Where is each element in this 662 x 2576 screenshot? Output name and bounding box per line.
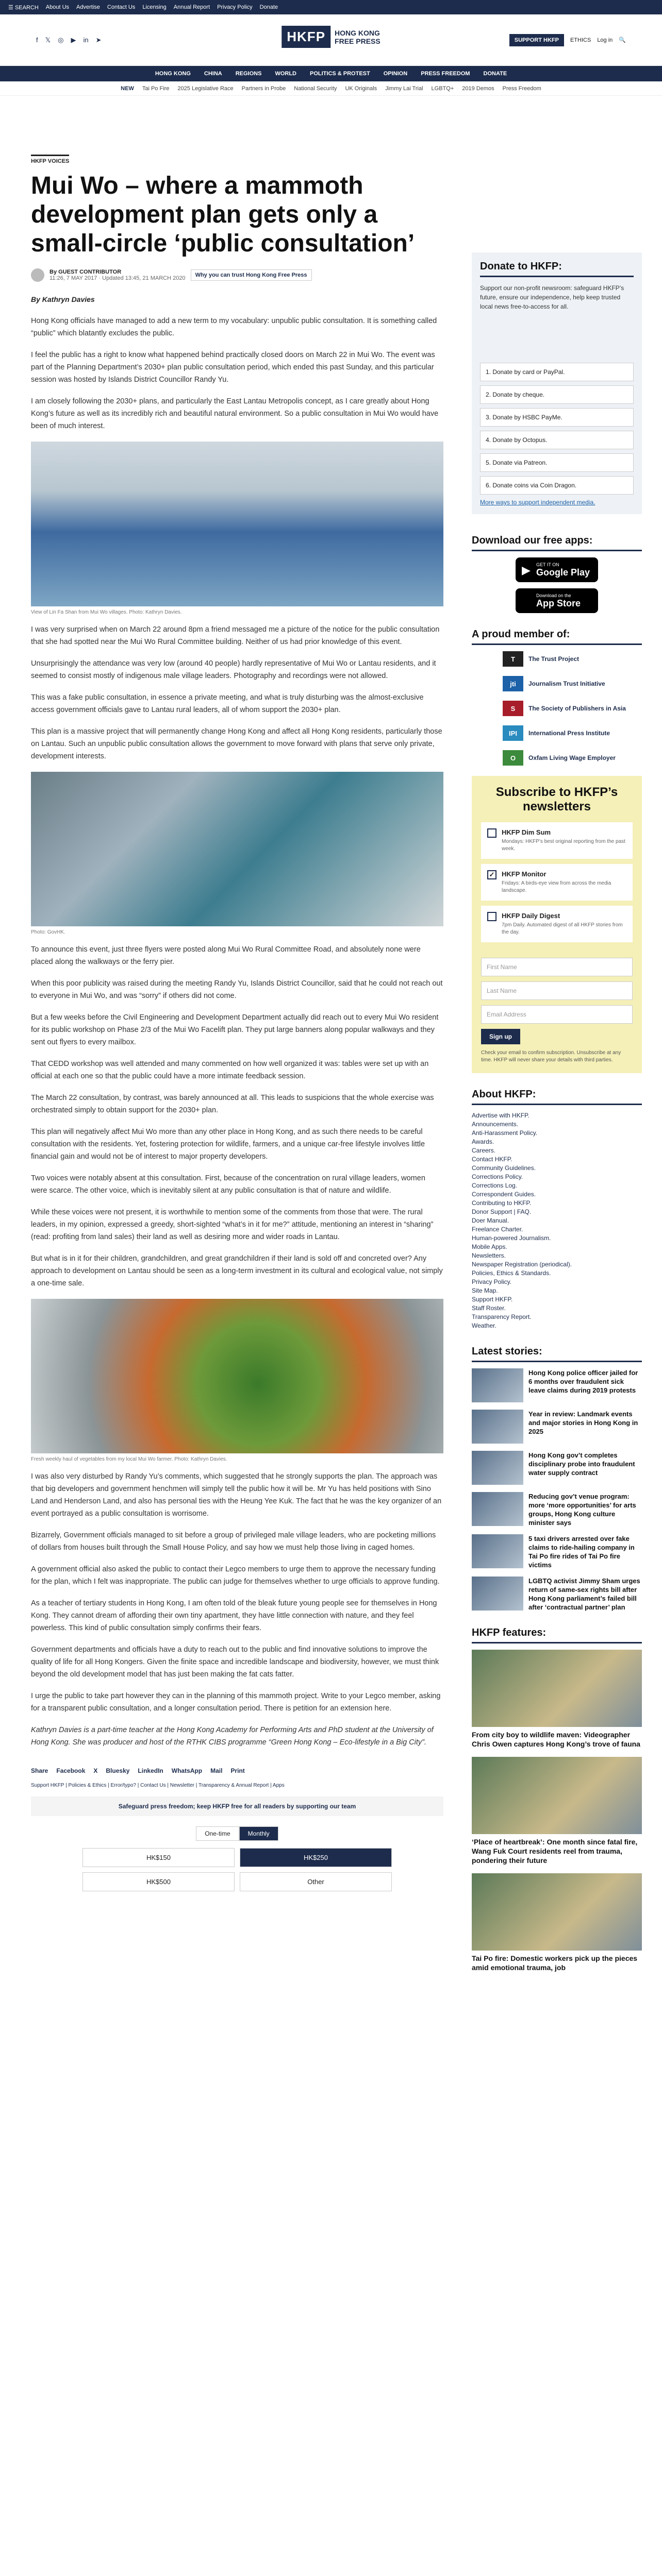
trending-item[interactable]: Jimmy Lai Trial xyxy=(385,85,423,92)
telegram-icon[interactable]: ➤ xyxy=(95,36,102,44)
login-link[interactable]: Log in xyxy=(597,37,613,43)
trust-badge[interactable]: Why you can trust Hong Kong Free Press xyxy=(191,269,312,281)
share-whatsapp[interactable]: WhatsApp xyxy=(171,1767,203,1774)
newsletter-option[interactable]: ✓ HKFP Monitor Fridays: A birds-eye view from across the media landscape. xyxy=(481,864,633,901)
share-linkedin[interactable]: LinkedIn xyxy=(138,1767,163,1774)
about-link[interactable]: Transparency Report. xyxy=(472,1313,532,1320)
partner-jti[interactable]: jti Journalism Trust Initiative xyxy=(503,676,642,691)
nav-item[interactable]: CHINA xyxy=(204,71,222,77)
donate-option[interactable]: 1. Donate by card or PayPal. xyxy=(480,363,634,381)
frequency-toggle xyxy=(31,1826,443,1841)
article-paragraph: The March 22 consultation, by contrast, was barely announced at all. This leads to suspicions that the whole exercise was orchestrated simply to obtain support for the 2030+ plan. xyxy=(31,1094,434,1114)
logo-mark: HKFP xyxy=(282,26,330,48)
latest-story[interactable] xyxy=(472,1577,642,1612)
instagram-icon[interactable]: ◎ xyxy=(58,36,64,44)
trending-item[interactable]: Press Freedom xyxy=(502,85,541,92)
amount-option[interactable]: HK$250 xyxy=(240,1848,392,1867)
story-thumbnail xyxy=(472,1492,523,1526)
about-link[interactable]: Newsletters. xyxy=(472,1252,506,1259)
article-paragraph: This plan is a massive project that will permanently change Hong Kong and affect all Hong Kong residents, particularly those on Lantau. Such an unpublic public consultation allows the government to move forward with plans that serve only private, development interests. xyxy=(31,727,442,760)
newsletter-title: Subscribe to HKFP’s newsletters xyxy=(495,785,618,814)
figure xyxy=(31,772,443,935)
article-paragraph: A government official also asked the public to contact their Legco members to urge them to approve the necessary funding for the plan, which I felt was inappropriate. The public can judge for themselves whether to urge officials to approve funding. xyxy=(31,1565,440,1586)
article-paragraph: This was a fake public consultation, in essence a private meeting, and what is truly disturbing was the almost-exclusive access government officials gave to Lantau rural leaders, all of whom support the 2030+ plan. xyxy=(31,693,424,714)
main-nav xyxy=(0,66,662,81)
share-bar xyxy=(31,1762,443,1774)
article-paragraph: This plan will negatively affect Mui Wo more than any other place in Hong Kong, and as such there needs to be careful consultation with the residents. Yet, fostering protection for wildlife, farmers, and a unique car-free lifestyle involves little financial gain and would not be of interest to major property developers. xyxy=(31,1128,425,1161)
about-link[interactable]: Policies, Ethics & Standards. xyxy=(472,1269,551,1277)
about-link[interactable]: Announcements. xyxy=(472,1121,519,1128)
topbar-link[interactable]: Annual Report xyxy=(173,4,210,10)
figure xyxy=(31,1299,443,1462)
topbar-link[interactable]: Privacy Policy xyxy=(217,4,253,10)
google-play-icon: ▶ xyxy=(522,564,531,577)
avatar xyxy=(31,268,44,282)
share-mail[interactable]: Mail xyxy=(210,1767,223,1774)
feature-image xyxy=(472,1757,642,1834)
search-icon[interactable]: 🔍 xyxy=(619,37,626,43)
feature-story[interactable] xyxy=(472,1873,642,1972)
about-link[interactable]: Corrections Log. xyxy=(472,1182,518,1189)
about-link[interactable]: Support HKFP. xyxy=(472,1296,513,1303)
partner-trust-project[interactable]: T The Trust Project xyxy=(503,651,642,667)
about-link[interactable]: Community Guidelines. xyxy=(472,1164,536,1172)
caption: Photo: GovHK. xyxy=(31,929,65,935)
donate-option[interactable]: 5. Donate via Patreon. xyxy=(480,453,634,472)
donate-option[interactable]: 4. Donate by Octopus. xyxy=(480,431,634,449)
trending-item[interactable]: 2019 Demos xyxy=(462,85,494,92)
first-name-field[interactable]: First Name xyxy=(481,958,633,976)
logo-wordmark: HONG KONG FREE PRESS xyxy=(335,28,380,45)
nav-item[interactable]: WORLD xyxy=(275,71,296,77)
support-button[interactable]: SUPPORT HKFP xyxy=(509,34,564,46)
facebook-icon[interactable]: f xyxy=(36,36,38,44)
feature-story[interactable] xyxy=(472,1650,642,1749)
amount-option[interactable]: Other xyxy=(240,1872,392,1891)
about-link[interactable]: Privacy Policy. xyxy=(472,1278,512,1285)
nav-item[interactable]: PRESS FREEDOM xyxy=(421,71,470,77)
partners-title: A proud member of: xyxy=(472,629,642,645)
about-link[interactable]: Anti-Harassment Policy. xyxy=(472,1129,538,1137)
story-thumbnail xyxy=(472,1368,523,1402)
partner-sopa[interactable]: S The Society of Publishers in Asia xyxy=(503,701,642,716)
signup-button[interactable]: Sign up xyxy=(481,1029,520,1044)
story-title: Year in review: Landmark events and major stories in Hong Kong in 2025 xyxy=(528,1410,638,1435)
about-link[interactable]: Site Map. xyxy=(472,1287,498,1294)
search-link[interactable]: ☰ SEARCH xyxy=(8,4,39,11)
latest-title: Latest stories: xyxy=(472,1346,642,1362)
article-paragraph: I was also very disturbed by Randy Yu’s comments, which suggested that he strongly supports the plan. The approach was that big developers and government henchmen will simply tell the public how it will be. Mr Yu has held positions with Sino Land and Henderson Land, and also has personal ties with the Heung Yee Kuk. The fact that he was the key organizer of an event portrayed as a public consultation is worrisome. xyxy=(31,1472,442,1518)
checkbox[interactable] xyxy=(487,828,496,838)
topbar-link[interactable]: Advertise xyxy=(76,4,100,10)
donate-option[interactable]: 6. Donate coins via Coin Dragon. xyxy=(480,476,634,495)
donate-text: Support our non-profit newsroom: safeguard HKFP’s future, ensure our independence, help keep trusted local news free-to-access for all. xyxy=(480,284,624,310)
about-link[interactable]: Corrections Policy. xyxy=(472,1173,523,1180)
nav-item[interactable]: OPINION xyxy=(383,71,408,77)
nav-item[interactable]: HONG KONG xyxy=(155,71,191,77)
about-link[interactable]: Correspondent Guides. xyxy=(472,1191,536,1198)
article-paragraph: When this poor publicity was raised during the meeting Randy Yu, Islands District Councillor, said that he could not reach out to everyone in Mui Wo, and was “sorry” if others did not come. xyxy=(31,979,443,1000)
menu-icon: ☰ xyxy=(8,4,13,11)
article-dates: 11:26, 7 MAY 2017 · Updated 13:45, 21 MARCH 2020 xyxy=(49,275,186,281)
article-paragraph: That CEDD workshop was well attended and many commented on how well organized it was: tables were set up with an official at each one so that the public could have a more intimate feedback session. xyxy=(31,1060,429,1080)
trending-item[interactable]: Tai Po Fire xyxy=(142,85,170,92)
about-link[interactable]: Donor Support | FAQ. xyxy=(472,1208,532,1215)
feature-title: From city boy to wildlife maven: Videographer Chris Owen captures Hong Kong’s trove of fauna xyxy=(472,1731,640,1748)
amount-option[interactable]: HK$500 xyxy=(82,1872,235,1891)
trending-bar xyxy=(0,81,662,96)
article-title: Mui Wo – where a mammoth development plan gets only a small-circle ‘public consultation’ xyxy=(31,172,415,257)
donate-more-link[interactable]: More ways to support independent media. xyxy=(480,499,595,506)
about-link[interactable]: Human-powered Journalism. xyxy=(472,1234,551,1242)
byline: By Kathryn Davies xyxy=(31,295,95,303)
article xyxy=(31,155,443,1891)
donate-widget xyxy=(472,252,642,514)
story-title: Reducing gov’t venue program: more ‘more opportunities’ for arts groups, Hong Kong culture minister says xyxy=(528,1493,636,1527)
donate-option[interactable]: 3. Donate by HSBC PayMe. xyxy=(480,408,634,427)
about-link[interactable]: Contributing to HKFP. xyxy=(472,1199,532,1207)
google-play-button[interactable]: ▶ GET IT ON Google Play xyxy=(516,557,598,582)
trending-item[interactable]: 2025 Legislative Race xyxy=(177,85,234,92)
latest-story[interactable] xyxy=(472,1492,642,1527)
share-facebook[interactable]: Facebook xyxy=(56,1767,86,1774)
article-paragraph: But what is in it for their children, grandchildren, and great grandchildren if their land is sold off and concreted over? Any approach to development on Lantau should be seen as a long-term investment in its cultural and ecological value, not simply a one-time sale. xyxy=(31,1255,443,1287)
article-paragraph: Government departments and officials have a duty to reach out to the public and find innovative solutions to improve the quality of life for all Hong Kongers. Given the finite space and incredible landscape and biodiversity, however, we must think beyond the old development model that has just been making the fat cats fatter. xyxy=(31,1646,439,1679)
site-logo[interactable] xyxy=(282,26,380,48)
topbar-link[interactable]: Contact Us xyxy=(107,4,136,10)
checkbox-checked[interactable]: ✓ xyxy=(487,870,496,879)
about-link[interactable]: Staff Roster. xyxy=(472,1304,506,1312)
nav-item[interactable]: DONATE xyxy=(483,71,507,77)
about-link[interactable]: Careers. xyxy=(472,1147,496,1154)
topbar-link[interactable]: Licensing xyxy=(142,4,167,10)
story-thumbnail xyxy=(472,1451,523,1485)
feature-image xyxy=(472,1650,642,1727)
amount-option[interactable]: HK$150 xyxy=(82,1848,235,1867)
latest-story[interactable] xyxy=(472,1451,642,1485)
trending-item[interactable]: LGBTQ+ xyxy=(431,85,454,92)
story-thumbnail xyxy=(472,1410,523,1444)
last-name-field[interactable]: Last Name xyxy=(481,981,633,1000)
share-x[interactable]: X xyxy=(93,1767,98,1774)
article-paragraph: I feel the public has a right to know what happened behind practically closed doors on March 22 in Mui Wo. The event was part of the Planning Department’s 2030+ plan public consultation period, which ended this past Sunday, and this particular session was hosted by Islands District Councillor Randy Yu. xyxy=(31,351,435,384)
article-paragraph: But a few weeks before the Civil Engineering and Development Department actually did reach out to every Mui Wo resident for its public workshop on Phase 2/3 of the Mui Wo Facelift plan. They put large banners along popular walkways and they sent out flyers to every mailbox. xyxy=(31,1013,439,1046)
share-print[interactable]: Print xyxy=(230,1767,245,1774)
sidebar xyxy=(472,252,642,1980)
about-link[interactable]: Freelance Charter. xyxy=(472,1226,523,1233)
features-title: HKFP features: xyxy=(472,1627,642,1643)
about-title: About HKFP: xyxy=(472,1089,642,1105)
author-label[interactable]: By GUEST CONTRIBUTOR xyxy=(49,269,122,275)
site-header xyxy=(0,14,662,66)
share-bluesky[interactable]: Bluesky xyxy=(106,1767,130,1774)
top-bar xyxy=(0,0,662,14)
article-paragraph: While these voices were not present, it is worthwhile to mention some of the comments from those that were. The rural leaders, in my opinion, expressed a greedy, short-sighted “what’s in it for me?” attitude, mentioning an interest in “sharing” (read: profiting from land sales) their land as well as desiring more and wider roads in Lantau. xyxy=(31,1208,434,1241)
article-paragraph: To announce this event, just three flyers were posted along Mui Wo Rural Committee Road, and absolutely none were placed along the walkways or the ferry pier. xyxy=(31,945,421,966)
article-meta xyxy=(31,268,443,282)
nav-item[interactable]: REGIONS xyxy=(235,71,262,77)
article-paragraph: I urge the public to take part however they can in the planning of this mammoth project. Write to your Legco member, asking for a transparent public consultation, and a longer consultation period. There is petition for an extension here. xyxy=(31,1692,441,1713)
about-link[interactable]: Newspaper Registration (periodical). xyxy=(472,1261,572,1268)
about-link[interactable]: Weather. xyxy=(472,1322,496,1329)
article-paragraph: Unsurprisingly the attendance was very low (around 40 people) hardly representative of Mui Wo or Lantau residents, and it seemed to consist mostly of indigenous male village leaders. Photography and recordings were not allowed. xyxy=(31,659,436,680)
figure xyxy=(31,442,443,615)
feature-title: Tai Po fire: Domestic workers pick up the pieces amid emotional trauma, job xyxy=(472,1954,638,1972)
linkedin-icon[interactable]: in xyxy=(83,36,89,44)
social-links xyxy=(36,36,101,44)
article-paragraph: I am closely following the 2030+ plans, and particularly the East Lantau Metropolis concept, as I care greatly about Hong Kong’s future as well as its incredibly rich and beautiful natural environment. So a public consultation in Mui Wo would have been of much interest. xyxy=(31,397,439,430)
article-paragraph: Bizarrely, Government officials managed to sit before a group of privileged male village leaders, who are pocketing millions of dollars from houses built through the Small House Policy, and say how we must help those living in caged homes. xyxy=(31,1531,436,1552)
about-link[interactable]: Contact HKFP. xyxy=(472,1156,512,1163)
latest-story[interactable] xyxy=(472,1410,642,1444)
donate-option[interactable]: 2. Donate by cheque. xyxy=(480,385,634,404)
about-link[interactable]: Doer Manual. xyxy=(472,1217,509,1224)
article-kicker[interactable]: HKFP VOICES xyxy=(31,155,69,164)
caption: View of Lin Fa Shan from Mui Wo villages. Photo: Kathryn Davies. xyxy=(31,609,182,615)
story-title: Hong Kong gov’t completes disciplinary probe into fraudulent water supply contract xyxy=(528,1451,635,1477)
support-banner[interactable]: Safeguard press freedom; keep HKFP free for all readers by supporting our team xyxy=(31,1797,443,1816)
photo-officials-model xyxy=(31,772,443,926)
photo-mui-wo-villages xyxy=(31,442,443,606)
feature-image xyxy=(472,1873,642,1951)
checkbox[interactable] xyxy=(487,912,496,921)
topbar-link[interactable]: About Us xyxy=(45,4,70,10)
newsletter-note: Check your email to confirm subscription. Unsubscribe at any time. HKFP will never share your details with third parties. xyxy=(481,1050,621,1063)
ethics-link[interactable]: ETHICS xyxy=(570,37,591,43)
share-label: Share xyxy=(31,1767,48,1774)
apps-title: Download our free apps: xyxy=(472,535,642,551)
story-thumbnail xyxy=(472,1534,523,1568)
toggle-monthly[interactable]: Monthly xyxy=(239,1826,278,1841)
topbar-link[interactable]: Donate xyxy=(259,4,278,10)
about-link[interactable]: Advertise with HKFP. xyxy=(472,1112,529,1119)
about-list xyxy=(472,1111,642,1330)
photo-vegetables xyxy=(31,1299,443,1453)
donation-amounts xyxy=(82,1848,392,1891)
about-link[interactable]: Mobile Apps. xyxy=(472,1243,507,1250)
story-title: LGBTQ activist Jimmy Sham urges return of same-sex rights bill after Hong Kong parliament’s failed bill after ‘contractual partner’ plan xyxy=(528,1577,640,1611)
article-paragraph: I was very surprised when on March 22 around 8pm a friend messaged me a picture of the notice for the public consultation that she had spotted near the Mui Wo Rural Committee building. Neither of us had prior knowledge of this event. xyxy=(31,625,440,646)
trending-item[interactable]: UK Originals xyxy=(345,85,377,92)
article-paragraph: Hong Kong officials have managed to add a new term to my vocabulary: unpublic public consultation. It is something called “public” which blatantly excludes the public. xyxy=(31,317,437,337)
newsletter-widget xyxy=(472,776,642,1073)
feature-story[interactable] xyxy=(472,1757,642,1865)
youtube-icon[interactable]: ▶ xyxy=(71,36,76,44)
author-bio: Kathryn Davies is a part-time teacher at the Hong Kong Academy for Performing Arts and PhD student at the University of Hong Kong. She was producer and host of the RTHK CIBS programme “Green Hong Kong – Eco-lifestyle in a Big City”. xyxy=(31,1726,434,1747)
trending-label: NEW xyxy=(121,85,134,92)
article-paragraph: As a teacher of tertiary students in Hong Kong, I am often told of the bleak future young people see for themselves in Hong Kong. They cannot dream of affording their own tiny apartment, they have little connection with nature, and they feel powerless. This kind of public consultation simply confirms their fears. xyxy=(31,1599,437,1632)
feature-title: ‘Place of heartbreak’: One month since fatal fire, Wang Fuk Court residents reel from trauma, pondering their future xyxy=(472,1838,638,1865)
x-icon[interactable]: 𝕏 xyxy=(45,36,51,44)
partner-oxfam[interactable]: O Oxfam Living Wage Employer xyxy=(503,750,642,766)
about-link[interactable]: Awards. xyxy=(472,1138,494,1145)
latest-story[interactable] xyxy=(472,1534,642,1569)
newsletter-option[interactable]: HKFP Daily Digest 7pm Daily. Automated digest of all HKFP stories from the day. xyxy=(481,906,633,942)
donate-title: Donate to HKFP: xyxy=(480,261,634,277)
trending-item[interactable]: Partners in Probe xyxy=(241,85,286,92)
nav-item[interactable]: POLITICS & PROTEST xyxy=(310,71,370,77)
email-field[interactable]: Email Address xyxy=(481,1005,633,1024)
toggle-one-time[interactable]: One-time xyxy=(196,1826,239,1841)
newsletter-option[interactable]: HKFP Dim Sum Mondays: HKFP’s best original reporting from the past week. xyxy=(481,822,633,859)
story-title: 5 taxi drivers arrested over fake claims to ride-hailing company in Tai Po fire rides of Tai Po fire victims xyxy=(528,1535,635,1569)
article-footer-links[interactable]: Support HKFP | Policies & Ethics | Error/typo? | Contact Us | Newsletter | Transparency & Annual Report | Apps xyxy=(31,1783,285,1788)
partner-ipi[interactable]: IPI International Press Institute xyxy=(503,725,642,741)
story-title: Hong Kong police officer jailed for 6 months over fraudulent sick leave claims during 2019 protests xyxy=(528,1369,638,1394)
latest-story[interactable] xyxy=(472,1368,642,1402)
app-store-button[interactable]: Download on the App Store xyxy=(516,588,598,613)
caption: Fresh weekly haul of vegetables from my local Mui Wo farmer. Photo: Kathryn Davies. xyxy=(31,1456,227,1462)
story-thumbnail xyxy=(472,1577,523,1611)
trending-item[interactable]: National Security xyxy=(294,85,337,92)
article-paragraph: Two voices were notably absent at this consultation. First, because of the concentration on rural village leaders, women were scarce. The other voice, which is inevitably silent at any public consultation is that of nature and wildlife. xyxy=(31,1174,425,1195)
